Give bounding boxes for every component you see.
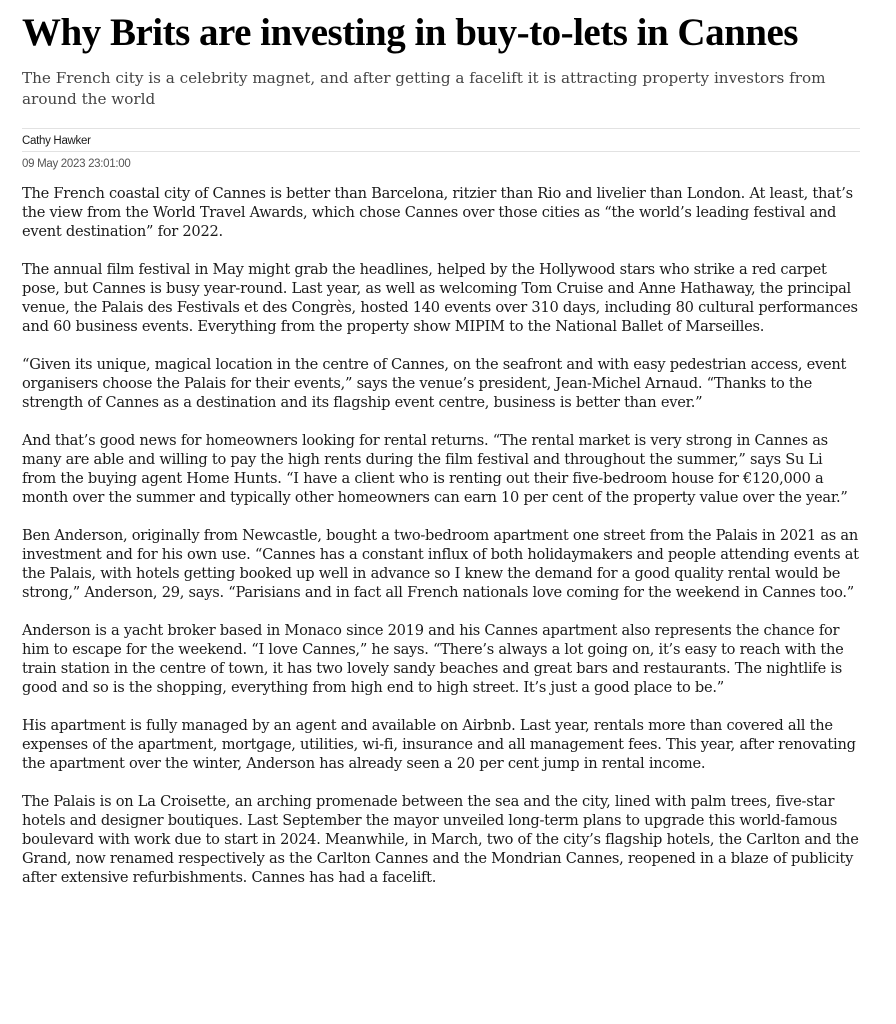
publish-date: 09 May 2023 23:01:00	[22, 158, 131, 170]
byline	[22, 128, 860, 172]
author-link[interactable]: Cathy Hawker	[22, 129, 860, 152]
body-paragraph: The French coastal city of Cannes is better than Barcelona, ritzier than Rio and livelier than London. At least, that’s the view from the World Travel Awards, which chose Cannes over those cities as “the world’s leading festival and event destination” for 2022.	[22, 185, 853, 240]
body-paragraph: Ben Anderson, originally from Newcastle, bought a two-bedroom apartment one street from the Palais in 2021 as an investment and for his own use. “Cannes has a constant influx of both holidaymakers and people attending events at the Palais, with hotels getting booked up well in advance so I knew the demand for a good quality rental would be strong,” Anderson, 29, says. “Parisians and in fact all French nationals love coming for the weekend in Cannes too.”	[22, 527, 859, 601]
body-paragraph: And that’s good news for homeowners looking for rental returns. “The rental market is very strong in Cannes as many are able and willing to pay the high rents during the film festival and throughout the summer,” says Su Li from the buying agent Home Hunts. “I have a client who is renting out their five-bedroom house for €120,000 a month over the summer and typically other homeowners can earn 10 per cent of the property value over the year.”	[22, 432, 848, 506]
article-headline: Why Brits are investing in buy-to-lets in Cannes	[22, 11, 798, 54]
body-paragraph: Anderson is a yacht broker based in Monaco since 2019 and his Cannes apartment also represents the chance for him to escape for the weekend. “I love Cannes,” he says. “There’s always a lot going on, it’s easy to reach with the train station in the centre of town, it has two lovely sandy beaches and great bars and restaurants. The nightlife is good and so is the shopping, everything from high end to high street. It’s just a good place to be.”	[22, 622, 844, 696]
article-standfirst: The French city is a celebrity magnet, and after getting a facelift it is attracting property investors from around the world	[22, 69, 826, 108]
article	[22, 8, 860, 906]
body-paragraph: The Palais is on La Croisette, an arching promenade between the sea and the city, lined with palm trees, five-star hotels and designer boutiques. Last September the mayor unveiled long-term plans to upgrade this world-famous boulevard with work due to start in 2024. Meanwhile, in March, two of the city’s flagship hotels, the Carlton and the Grand, now renamed respectively as the Carlton Cannes and the Mondrian Cannes, reopened in a blaze of publicity after extensive refurbishments. Cannes has had a facelift.	[22, 793, 859, 886]
article-body	[22, 184, 860, 887]
body-paragraph: His apartment is fully managed by an agent and available on Airbnb. Last year, rentals more than covered all the expenses of the apartment, mortgage, utilities, wi-fi, insurance and all management fees. This year, after renovating the apartment over the winter, Anderson has already seen a 20 per cent jump in rental income.	[22, 717, 856, 772]
body-paragraph: “Given its unique, magical location in the centre of Cannes, on the seafront and with easy pedestrian access, event organisers choose the Palais for their events,” says the venue’s president, Jean-Michel Arnaud. “Thanks to the strength of Cannes as a destination and its flagship event centre, business is better than ever.”	[22, 356, 847, 411]
body-paragraph: The annual film festival in May might grab the headlines, helped by the Hollywood stars who strike a red carpet pose, but Cannes is busy year-round. Last year, as well as welcoming Tom Cruise and Anne Hathaway, the principal venue, the Palais des Festivals et des Congrès, hosted 140 events over 310 days, including 80 cultural performances and 60 business events. Everything from the property show MIPIM to the National Ballet of Marseilles.	[22, 261, 858, 335]
